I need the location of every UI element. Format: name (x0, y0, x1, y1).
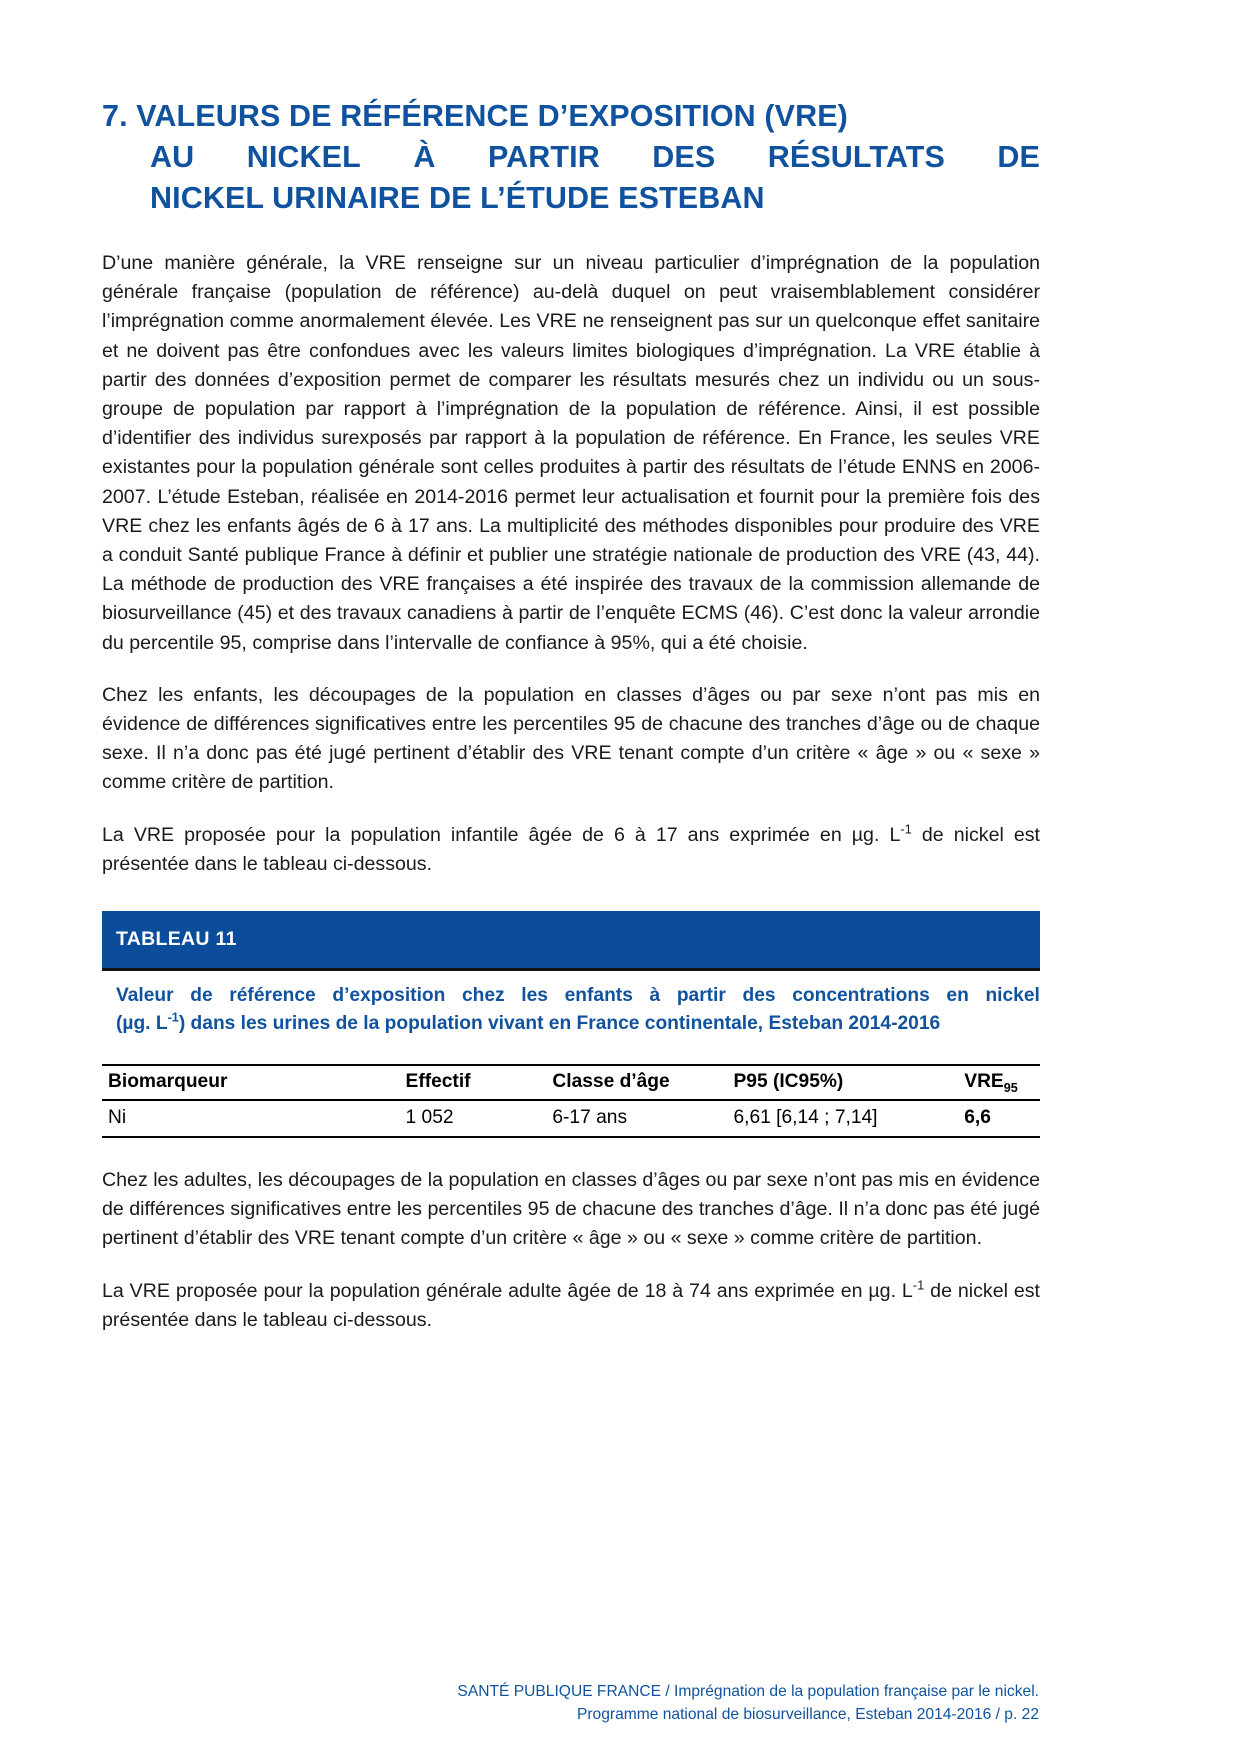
tableau-caption-word: concentrations (792, 985, 930, 1007)
page-title-line-2-word: DES (652, 140, 716, 174)
table-body (102, 1100, 1040, 1137)
paragraph-children-partition (102, 681, 1040, 798)
page-title-line-2-word: PARTIR (487, 140, 600, 174)
page-title-line-2-word: À (413, 140, 436, 174)
paragraph-children-vre-intro-part-a: La VRE proposée pour la population infantile âgée de 6 à 17 ans exprimée en µg. L (102, 823, 901, 846)
cell-vre95: 6,6 (964, 1100, 1040, 1137)
tableau-caption-word: des (742, 985, 776, 1007)
tableau-caption-word: en (946, 985, 969, 1007)
tableau-caption-word: référence (229, 985, 316, 1007)
tableau-caption-unit-a: (µg. L (116, 1013, 168, 1035)
column-header-classe-age: Classe d’âge (552, 1065, 733, 1100)
paragraph-children-partition-text: Chez les enfants, les découpages de la population en classes d’âges ou par sexe n’ont pas mis en évidence de différences significatives entre les percentiles 95 de chacune des tranches d’âge ou de chaque sexe. Il n’a donc pas été jugé pertinent d’établir des VRE tenant compte d’un critère « âge » ou « sexe » comme critère de partition. (102, 683, 1040, 794)
paragraph-adults-vre-intro-part-a: La VRE proposée pour la population générale adulte âgée de 18 à 74 ans exprimée en µg. L (102, 1279, 913, 1302)
paragraph-children-vre-intro (102, 821, 1040, 879)
page-title-line-2-word: AU (150, 140, 195, 174)
unit-exponent: -1 (900, 821, 912, 837)
spacer (102, 219, 1040, 249)
column-header-biomarqueur: Biomarqueur (102, 1065, 406, 1100)
page-footer (0, 1680, 1241, 1726)
paragraph-children-vre-intro-part-b: de nickel est présentée dans le tableau ci-dessous. (102, 823, 1040, 875)
column-header-effectif: Effectif (406, 1065, 553, 1100)
tableau-banner (102, 911, 1040, 968)
tableau-caption-word: à (649, 985, 661, 1007)
paragraph-adults-vre-intro (102, 1277, 1040, 1335)
page-title-line-1: 7. VALEURS DE RÉFÉRENCE D’EXPOSITION (VRE) (102, 99, 848, 133)
paragraph-adults-partition: Chez les adultes, les découpages de la population en classes d’âges ou par sexe n’ont pas mis en évidence de différences significatives entre les percentiles 95 de chacune des tranches d’âge. Il n’a donc pas été jugé pertinent d’établir des VRE tenant compte d’un critère « âge » ou « sexe » comme critère de partition. (102, 1169, 1040, 1250)
page-content (102, 96, 1040, 1335)
tableau-caption-word: partir (676, 985, 726, 1007)
tableau-caption (102, 971, 1040, 1038)
column-header-vre95-base: VRE (964, 1071, 1004, 1093)
unit-exponent: -1 (167, 1010, 179, 1025)
footer-line-1: SANTÉ PUBLIQUE FRANCE / Imprégnation de la population française par le nickel. (457, 1683, 1039, 1700)
cell-p95: 6,61 [6,14 ; 7,14] (733, 1100, 964, 1137)
tableau-caption-word: de (190, 985, 213, 1007)
table-row (102, 1100, 1040, 1137)
tableau-caption-word: d’exposition (332, 985, 446, 1007)
data-table-wrap (102, 1064, 1040, 1138)
tableau-caption-word: enfants (564, 985, 633, 1007)
tableau-caption-word: les (521, 985, 548, 1007)
page-title-line-2 (102, 137, 1040, 178)
page-title-line-2-word: NICKEL (246, 140, 361, 174)
tableau-caption-line-1 (116, 982, 1040, 1010)
vre-data-table (102, 1064, 1040, 1138)
cell-biomarqueur: Ni (102, 1100, 406, 1137)
cell-effectif: 1 052 (406, 1100, 553, 1137)
paragraph-intro-vre: D’une manière générale, la VRE renseigne sur un niveau particulier d’imprégnation de la population générale française (population de référence) au-delà duquel on peut vraisemblablement considérer l’imprégnation comme anormalement élevée. Les VRE ne renseignent pas sur un quelconque effet sanitaire et ne doivent pas être confondues avec les valeurs limites biologiques d’imprégnation. La VRE établie à partir des données d’exposition permet de comparer les résultats mesurés chez un individu ou un sous-groupe de population par rapport à l’imprégnation de la population de référence. Ainsi, il est possible d’identifier des individus surexposés par rapport à la population de référence. En France, les seules VRE existantes pour la population générale sont celles produites à partir des résultats de l’étude ENNS en 2006-2007. L’étude Esteban, réalisée en 2014-2016 permet leur actualisation et fournit pour la première fois des VRE chez les enfants âgés de 6 à 17 ans. La multiplicité des méthodes disponibles pour produire des VRE a conduit Santé publique France à définir et publier une stratégie nationale de production des VRE (43, 44). La méthode de production des VRE françaises a été inspirée des travaux de la commission allemande de biosurveillance (45) et des travaux canadiens à partir de l’enquête ECMS (46). C’est donc la valeur arrondie du percentile 95, comprise dans l’intervalle de confiance à 95%, qui a été choisie. (102, 252, 1040, 654)
tableau-caption-line-2 (116, 1010, 1040, 1038)
paragraph-adults-vre-intro-part-b: de nickel est présentée dans le tableau ci-dessous. (102, 1279, 1040, 1331)
table-header (102, 1065, 1040, 1100)
unit-exponent: -1 (912, 1277, 925, 1293)
column-header-p95: P95 (IC95%) (733, 1065, 964, 1100)
tableau-caption-word: Valeur (116, 985, 174, 1007)
tableau-caption-word: nickel (985, 985, 1040, 1007)
page-title-line-3: NICKEL URINAIRE DE L’ÉTUDE ESTEBAN (150, 181, 765, 215)
column-header-vre95-subscript: 95 (1003, 1080, 1018, 1095)
tableau-caption-unit-b: ) dans les urines de la population vivant en France continentale, Esteban 2014-2016 (178, 1013, 941, 1035)
page-title-line-2-word: DE (997, 140, 1040, 174)
footer-line-2: Programme national de biosurveillance, Esteban 2014-2016 / p. 22 (576, 1706, 1039, 1723)
tableau-banner-label: TABLEAU 11 (116, 928, 237, 951)
tableau-caption-word: chez (461, 985, 505, 1007)
column-header-vre95 (964, 1065, 1040, 1100)
page-title-line-2-word: RÉSULTATS (767, 140, 945, 174)
page-title (102, 96, 1040, 219)
tableau-11-block (102, 911, 1040, 1138)
cell-classe-age: 6-17 ans (552, 1100, 733, 1137)
table-header-row (102, 1065, 1040, 1100)
